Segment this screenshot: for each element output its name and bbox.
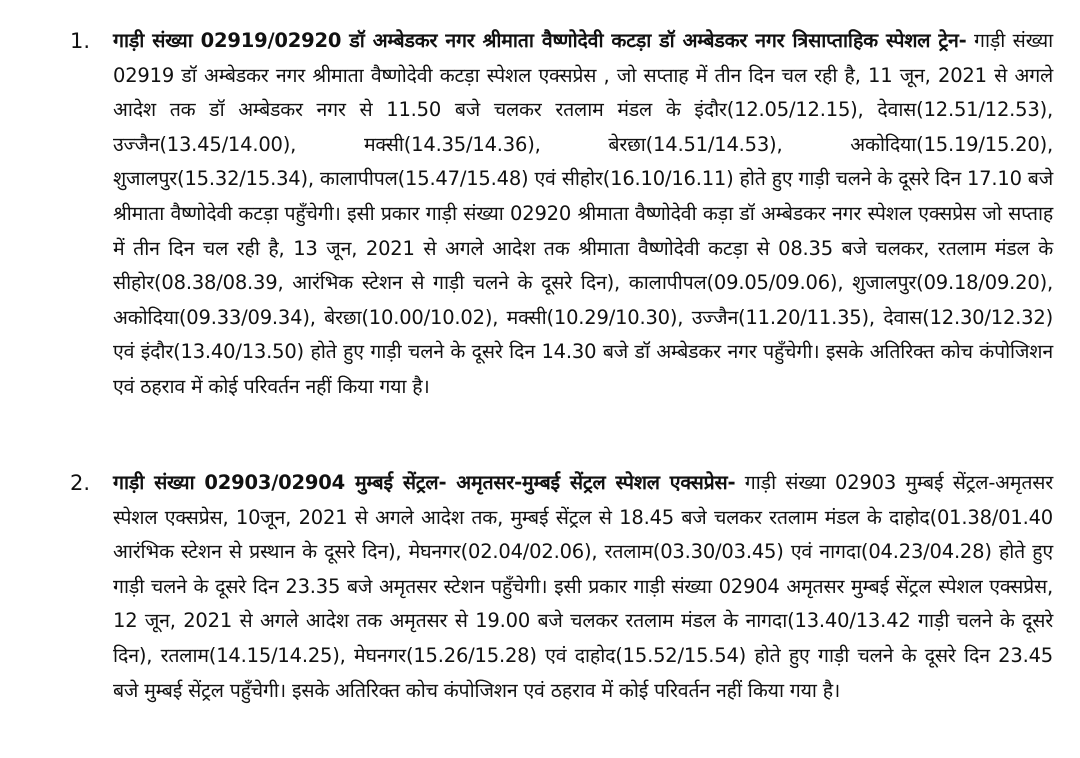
item-heading: गाड़ी संख्या 02903/02904 मुम्बई सेंट्रल- अमृतसर-मुम्बई सेंट्रल स्पेशल एक्सप्रेस- bbox=[113, 471, 736, 494]
item-body: गाड़ी संख्या 02919 डॉ अम्बेडकर नगर श्रीमाता वैष्णोदेवी कटड़ा स्पेशल एक्सप्रेस , जो सप्ताह में तीन दिन चल रही है, 11 जून, 2021 से अगले आदेश तक डॉ अम्बेडकर नगर से 11.50 बजे चलकर रतलाम मंडल के इंदौर(12.05/12.15), देवास(12.51/12.53), उज्जैन(13.45/14.00), मक्सी(14.35/14.36), बेरछा(14.51/14.53), अकोदिया(15.19/15.20), शुजालपुर(15.32/15.34), कालापीपल(15.47/15.48) एवं सीहोर(16.10/16.11) होते हुए गाड़ी चलने के दूसरे दिन 17.10 बजे श्रीमाता वैष्णोदेवी कटड़ा पहुँचेगी। इसी प्रकार गाड़ी संख्या 02920 श्रीमाता वैष्णोदेवी कड़ा डॉ अम्बेडकर नगर स्पेशल एक्सप्रेस जो सप्ताह में तीन दिन चल रही है, 13 जून, 2021 से अगले आदेश तक श्रीमाता वैष्णोदेवी कटड़ा से 08.35 बजे चलकर, रतलाम मंडल के सीहोर(08.38/08.39, आरंभिक स्टेशन से गाड़ी चलने के दूसरे दिन), कालापीपल(09.05/09.06), शुजालपुर(09.18/09.20), अकोदिया(09.33/09.34), बेरछा(10.00/10.02), मक्सी(10.29/10.30), उज्जैन(11.20/11.35), देवास(12.30/12.32) एवं इंदौर(13.40/13.50) होते हुए गाड़ी चलने के दूसरे दिन 14.30 बजे डॉ अम्बेडकर नगर पहुँचेगी। इसके अतिरिक्त कोच कंपोजिशन एवं ठहराव में कोई परिवर्तन नहीं किया गया है। bbox=[113, 29, 1054, 398]
item-paragraph bbox=[113, 24, 1053, 405]
item-number: 2. bbox=[70, 471, 91, 495]
item-paragraph bbox=[113, 466, 1053, 708]
item-body: गाड़ी संख्या 02903 मुम्बई सेंट्रल-अमृतसर स्पेशल एक्सप्रेस, 10जून, 2021 से अगले आदेश तक, मुम्बई सेंट्रल से 18.45 बजे चलकर रतलाम मंडल के दाहोद(01.38/01.40 आरंभिक स्टेशन से प्रस्थान के दूसरे दिन), मेघनगर(02.04/02.06), रतलाम(03.30/03.45) एवं नागदा(04.23/04.28) होते हुए गाड़ी चलने के दूसरे दिन 23.35 बजे अमृतसर स्टेशन पहुँचेगी। इसी प्रकार गाड़ी संख्या 02904 अमृतसर मुम्बई सेंट्रल स्पेशल एक्सप्रेस, 12 जून, 2021 से अगले आदेश तक अमृतसर से 19.00 बजे चलकर रतलाम मंडल के नागदा(13.40/13.42 गाड़ी चलने के दूसरे दिन), रतलाम(14.15/14.25), मेघनगर(15.26/15.28) एवं दाहोद(15.52/15.54) होते हुए गाड़ी चलने के दूसरे दिन 23.45 बजे मुम्बई सेंट्रल पहुँचेगी। इसके अतिरिक्त कोच कंपोजिशन एवं ठहराव में कोई परिवर्तन नहीं किया गया है। bbox=[113, 471, 1053, 702]
item-number: 1. bbox=[70, 29, 91, 53]
item-heading: गाड़ी संख्या 02919/02920 डॉ अम्बेडकर नगर श्रीमाता वैष्णोदेवी कटड़ा डॉ अम्बेडकर नगर त्रिसाप्ताहिक स्पेशल ट्रेन- bbox=[113, 29, 967, 52]
